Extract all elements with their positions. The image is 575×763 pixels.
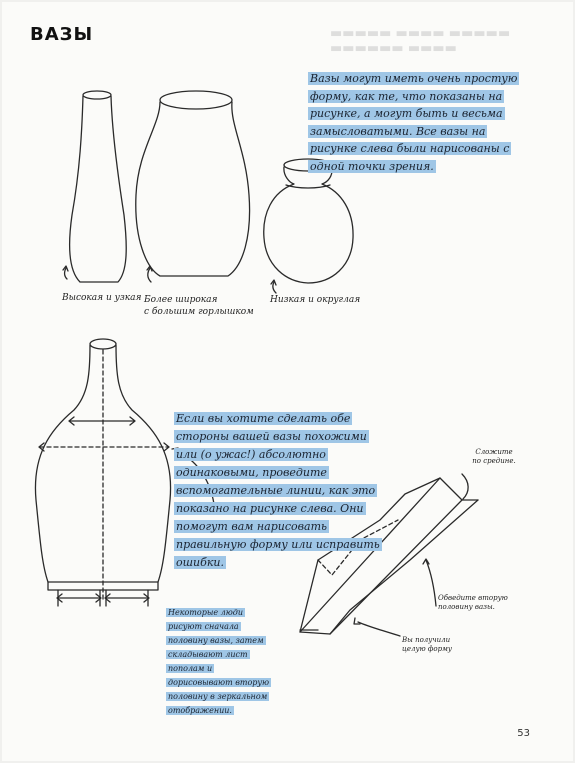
half-vase-text: Некоторые люди рисуют сначала половину вазы, затем складывают лист пополам и дорисовывают вторую половину в зеркальном отображении.: [168, 608, 270, 715]
caption-outline-line2: половину вазы.: [438, 603, 495, 611]
page-number: 53: [517, 728, 530, 739]
caption-outline-line1: Обведите вторую: [438, 594, 508, 602]
caption-fold-line2: по средине.: [472, 457, 516, 465]
wide-vase-drawing: [136, 91, 250, 282]
caption-tall-vase: Высокая и узкая: [62, 293, 142, 303]
caption-outline-second: [438, 594, 508, 612]
symmetry-text: Если вы хотите сделать обе стороны вашей вазы похожими или (о ужас!) абсолютно одинаковыми, проведите вспомогательные линии, как это показано на рисунке слева. Они помогут вам нарисовать правильную форму или исправить ошибки.: [176, 412, 380, 569]
caption-whole-line2: целую форму: [402, 645, 452, 653]
tall-vase-drawing: [63, 91, 126, 282]
caption-whole-form: [402, 636, 464, 654]
caption-fold-line1: Сложите: [475, 448, 513, 456]
caption-round-vase: Низкая и округлая: [270, 295, 361, 305]
caption-wide-vase: [144, 294, 254, 318]
caption-whole-line1: Вы получили: [402, 636, 451, 644]
intro-paragraph: [308, 70, 523, 175]
symmetry-paragraph: [174, 410, 382, 572]
half-vase-paragraph: [166, 606, 278, 718]
intro-text: Вазы могут иметь очень простую форму, как те, что показаны на рисунке, а могут быть и весьма замысловатыми. Все вазы на рисунке слева были нарисованы с одной точки зрения.: [310, 72, 518, 173]
page-title: ВАЗЫ: [30, 24, 94, 45]
caption-wide-line1: Более широкая: [144, 295, 218, 305]
caption-fold-paper: [464, 448, 524, 466]
bleed-through-text: ▬▬▬▬▬ ▬▬▬▬ ▬▬▬▬▬ ▬▬▬▬▬▬ ▬▬▬▬: [330, 26, 511, 56]
caption-wide-line2: с большим горлышком: [144, 307, 254, 317]
round-vase-drawing: [264, 159, 353, 293]
